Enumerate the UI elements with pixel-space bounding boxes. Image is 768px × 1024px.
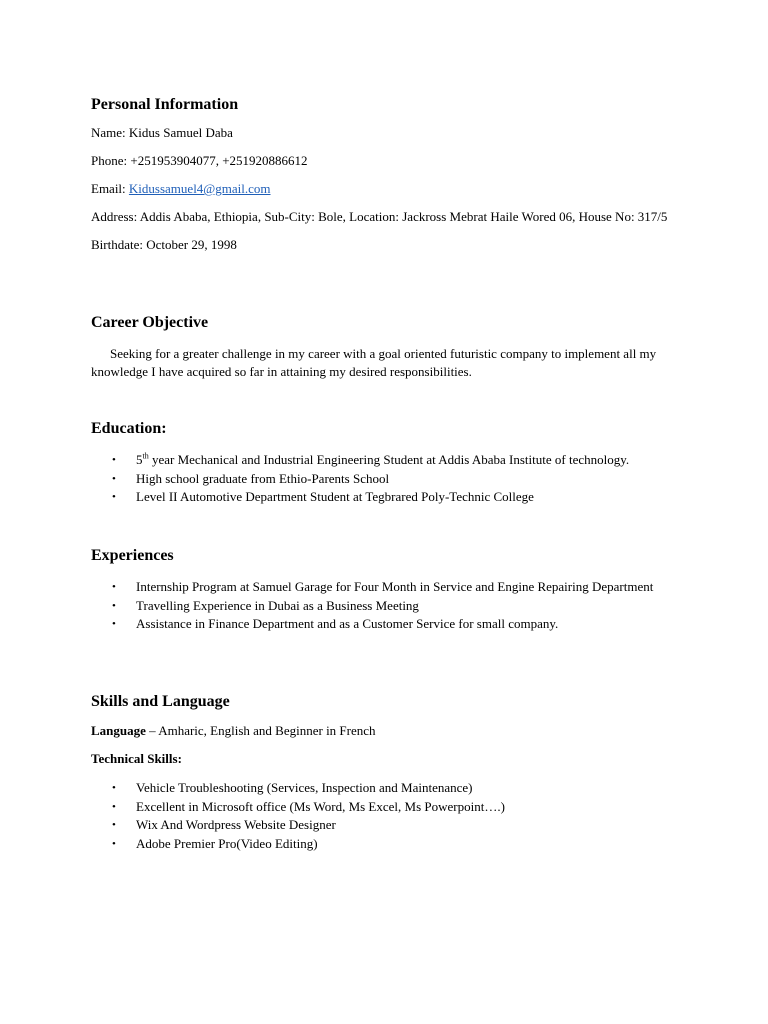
email-line [91,181,678,197]
name-line: Name: Kidus Samuel Daba [91,125,233,140]
birthdate-line: Birthdate: October 29, 1998 [91,237,237,252]
skill-item-text: Excellent in Microsoft office (Ms Word, Ms Excel, Ms Powerpoint….) [136,798,505,814]
skills-section [91,692,678,853]
experience-item-text: Travelling Experience in Dubai as a Business Meeting [136,597,419,613]
bullet: • [112,800,116,813]
skill-item-text: Wix And Wordpress Website Designer [136,817,336,832]
address-line: Address: Addis Ababa, Ethiopia, Sub-City: Bole, Location: Jackross Mebrat Haile Wored 06, House No: 317/5 [91,209,668,224]
list-item [91,615,678,634]
list-item [91,451,678,470]
list-item [91,779,678,798]
education-item-text: Level II Automotive Department Student at Tegbrared Poly-Technic College [136,489,534,504]
career-heading: Career Objective [91,314,209,331]
education-item-superscript: th [142,451,149,461]
education-item-number: 5 [136,452,143,467]
list-item [91,798,678,817]
education-list [91,451,678,507]
skills-heading: Skills and Language [91,693,230,710]
bullet: • [112,599,116,612]
list-item [91,488,678,507]
phone-line: Phone: +251953904077, +251920886612 [91,153,308,168]
personal-heading: Personal Information [91,96,239,113]
experience-item-text: Internship Program at Samuel Garage for Four Month in Service and Engine Repairing Department [136,579,654,594]
career-text: Seeking for a greater challenge in my career with a goal oriented futuristic company to implement all my knowledge I have acquired so far in attaining my desired responsibilities. [91,346,657,379]
education-section [91,419,678,507]
bullet: • [112,837,116,850]
list-item [91,578,678,597]
skills-list [91,779,678,853]
list-item [91,470,678,489]
bullet: • [112,454,116,466]
technical-label: Technical Skills: [91,751,182,766]
experiences-heading: Experiences [91,547,174,564]
education-heading: Education: [91,420,167,437]
bullet: • [112,472,116,485]
experience-item-text: Assistance in Finance Department and as a Customer Service for small company. [136,616,559,631]
bullet: • [112,581,116,593]
bullet: • [112,782,116,794]
bullet: • [112,618,116,630]
education-item-text: year Mechanical and Industrial Engineering Student at Addis Ababa Institute of technology. [148,452,630,467]
language-line [91,723,678,739]
experiences-section [91,546,678,634]
bullet: • [112,819,116,831]
skill-item-text: Vehicle Troubleshooting (Services, Inspection and Maintenance) [136,780,473,795]
email-label: Email: [91,181,129,196]
technical-skills-label [91,751,678,767]
list-item [91,597,678,616]
education-item-text: High school graduate from Ethio-Parents School [136,470,390,486]
list-item [91,835,678,854]
list-item [91,816,678,835]
career-section [91,313,678,381]
language-label: Language [91,723,146,738]
language-text: – Amharic, English and Beginner in French [145,723,376,738]
experiences-list [91,578,678,634]
personal-section [91,95,678,265]
skill-item-text: Adobe Premier Pro(Video Editing) [136,835,318,851]
bullet: • [112,491,116,503]
email-link[interactable]: Kidussamuel4@gmail.com [128,181,271,196]
